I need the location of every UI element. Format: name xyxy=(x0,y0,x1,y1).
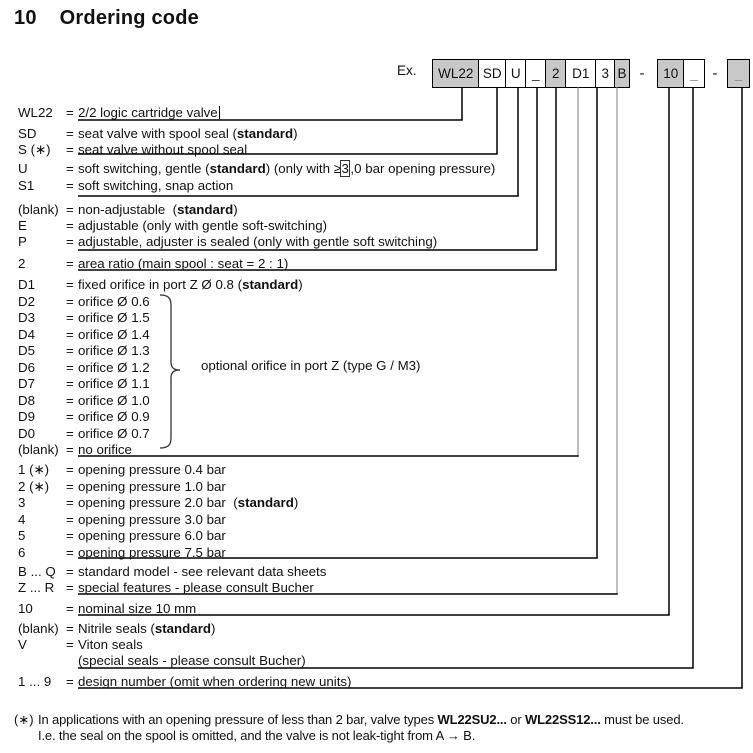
code-label: D8 xyxy=(18,392,35,408)
equals-sign: = xyxy=(66,478,74,494)
description-segment: ) (only with ≥ xyxy=(265,161,341,176)
description-segment: WL22SU2... xyxy=(437,712,507,727)
code-description xyxy=(78,126,298,141)
description-segment: standard xyxy=(154,621,211,636)
code-label: 4 xyxy=(18,511,26,527)
code-box-label: 2 xyxy=(551,66,560,81)
code-label: V xyxy=(18,637,27,652)
description-segment: soft switching, gentle ( xyxy=(78,161,210,176)
description-segment: opening pressure 1.0 bar xyxy=(78,478,226,494)
code-label: D7 xyxy=(18,376,35,391)
code-description xyxy=(78,580,314,595)
description-segment: orifice Ø 1.2 xyxy=(78,359,150,375)
code-box-label: 3 xyxy=(601,66,609,81)
code-description xyxy=(78,327,150,342)
description-segment: seat valve with spool seal ( xyxy=(78,126,237,141)
code-label: D6 xyxy=(18,359,35,375)
separator-dash: - xyxy=(712,65,718,82)
code-box-label: B xyxy=(617,66,627,81)
description-segment: area ratio (main spool : seat = 2 : 1) xyxy=(78,256,289,271)
description-segment: ) xyxy=(298,277,303,292)
code-description xyxy=(78,528,226,543)
code-label: SD xyxy=(18,126,37,141)
code-description xyxy=(78,294,150,309)
description-segment: standard xyxy=(237,495,294,510)
code-label: D2 xyxy=(18,293,35,309)
description-segment: orifice Ø 1.1 xyxy=(78,376,150,391)
description-segment: ,0 bar opening pressure) xyxy=(350,161,496,176)
description-segment: standard xyxy=(209,161,266,176)
description-segment: must be used. xyxy=(600,712,684,727)
equals-sign: = xyxy=(66,392,74,408)
description-segment: 2/2 logic cartridge valve xyxy=(78,105,218,120)
code-box-label: D1 xyxy=(572,66,590,81)
description-segment: fixed orifice in port Z Ø 0.8 ( xyxy=(78,277,243,292)
code-description xyxy=(78,637,143,652)
page-title xyxy=(14,7,199,30)
equals-sign: = xyxy=(66,564,74,579)
code-label: D9 xyxy=(18,409,35,424)
code-description xyxy=(78,479,226,494)
code-label: 1 (∗) xyxy=(18,462,50,477)
description-segment: orifice Ø 1.0 xyxy=(78,392,150,408)
description-segment: non-adjustable ( xyxy=(78,202,178,217)
code-description xyxy=(78,202,238,217)
footnote-marker: (∗) xyxy=(14,712,34,727)
code-description xyxy=(78,462,226,477)
separator-dash: - xyxy=(639,65,645,82)
code-label: (blank) xyxy=(18,621,59,636)
equals-sign: = xyxy=(66,178,74,193)
code-label: (blank) xyxy=(18,202,59,217)
code-label: D1 xyxy=(18,277,35,292)
equals-sign: = xyxy=(66,105,74,120)
description-segment: standard xyxy=(177,202,234,217)
equals-sign: = xyxy=(66,528,74,543)
code-description xyxy=(78,142,247,157)
code-label: 5 xyxy=(18,528,26,543)
code-label: 2 xyxy=(18,256,26,271)
code-box-10 xyxy=(657,59,685,88)
description-segment: special features - please consult Bucher xyxy=(78,580,314,595)
orifice-note: optional orifice in port Z (type G / M3) xyxy=(201,358,421,373)
description-segment: (special seals - please consult Bucher) xyxy=(78,653,306,668)
code-label: E xyxy=(18,218,27,233)
code-box-sd xyxy=(478,59,507,88)
section-title: Ordering code xyxy=(59,7,199,29)
equals-sign: = xyxy=(66,142,74,157)
code-description xyxy=(78,621,215,636)
code-box-label: _ xyxy=(690,66,698,81)
code-description xyxy=(78,343,150,358)
code-box-label: _ xyxy=(734,66,743,81)
code-label: 6 xyxy=(18,544,26,560)
code-label: D3 xyxy=(18,310,35,325)
code-description xyxy=(78,393,150,408)
equals-sign: = xyxy=(66,637,74,652)
description-segment: seat valve without spool seal xyxy=(78,142,248,157)
description-segment: nominal size 10 mm xyxy=(78,601,197,616)
code-description xyxy=(78,256,288,271)
description-segment: ) xyxy=(233,202,238,217)
description-segment: orifice Ø 0.6 xyxy=(78,293,150,309)
code-label: WL22 xyxy=(18,105,53,120)
code-label: P xyxy=(18,234,27,249)
code-description xyxy=(78,495,298,510)
equals-sign: = xyxy=(66,277,74,292)
code-description xyxy=(78,161,495,176)
section-number: 10 xyxy=(14,7,37,29)
code-box-label: _ xyxy=(531,66,540,81)
code-box-_ xyxy=(683,59,705,88)
code-label: 1 ... 9 xyxy=(18,674,52,689)
equals-sign: = xyxy=(66,326,74,342)
description-segment: standard xyxy=(236,126,294,141)
code-box-u xyxy=(505,59,527,88)
description-segment: 3 xyxy=(341,161,349,176)
description-segment: WL22SS12... xyxy=(525,712,601,727)
description-segment: In applications with an opening pressure of less than 2 bar, valve types xyxy=(38,712,438,727)
code-description xyxy=(78,653,306,668)
description-segment: ) xyxy=(211,621,216,636)
code-label: B ... Q xyxy=(18,564,56,579)
code-label: 10 xyxy=(18,601,33,616)
equals-sign: = xyxy=(66,621,74,636)
code-box-d1 xyxy=(565,59,597,88)
code-description xyxy=(78,178,233,193)
description-segment: opening pressure 3.0 bar xyxy=(78,511,226,527)
description-segment: opening pressure 0.4 bar xyxy=(78,462,226,477)
equals-sign: = xyxy=(66,256,74,271)
equals-sign: = xyxy=(66,343,74,358)
equals-sign: = xyxy=(66,462,74,477)
code-description xyxy=(78,376,150,391)
code-description xyxy=(78,105,220,120)
description-segment: opening pressure 7.5 bar xyxy=(78,544,226,560)
description-segment: orifice Ø 0.9 xyxy=(78,409,150,424)
code-description xyxy=(78,674,351,689)
code-box-2 xyxy=(545,59,567,88)
description-segment: ) xyxy=(293,495,299,510)
description-segment: standard xyxy=(242,277,299,292)
code-description xyxy=(78,564,326,579)
code-description xyxy=(78,601,196,616)
equals-sign: = xyxy=(66,544,74,560)
code-box-label: SD xyxy=(482,66,502,81)
equals-sign: = xyxy=(66,674,74,689)
equals-sign: = xyxy=(66,234,74,249)
equals-sign: = xyxy=(66,409,74,424)
code-box-_ xyxy=(727,59,750,88)
code-label: (blank) xyxy=(18,442,59,457)
code-box-wl22 xyxy=(432,59,480,88)
code-label: U xyxy=(18,161,28,176)
code-label: D0 xyxy=(18,425,35,441)
code-label: D4 xyxy=(18,326,35,342)
code-box-b xyxy=(614,59,630,88)
description-segment: soft switching, snap action xyxy=(78,178,234,193)
description-segment: design number (omit when ordering new units) xyxy=(78,674,352,689)
description-segment: opening pressure 6.0 bar xyxy=(78,528,226,543)
code-description xyxy=(78,360,150,375)
equals-sign: = xyxy=(66,495,74,510)
equals-sign: = xyxy=(66,310,74,325)
equals-sign: = xyxy=(66,126,74,141)
code-box-label: 10 xyxy=(663,66,679,81)
description-segment: standard model - see relevant data sheets xyxy=(78,564,327,579)
code-label: 3 xyxy=(18,495,26,510)
code-description xyxy=(78,545,226,560)
code-box-label: U xyxy=(510,66,521,81)
code-description xyxy=(78,277,303,292)
description-segment: Nitrile seals ( xyxy=(78,621,155,636)
equals-sign: = xyxy=(66,511,74,527)
description-segment: no orifice xyxy=(78,442,132,457)
code-box-label: WL22 xyxy=(438,66,474,81)
code-description xyxy=(78,409,150,424)
description-segment: adjustable (only with gentle soft-switching) xyxy=(78,218,328,233)
description-segment: orifice Ø 1.3 xyxy=(78,343,150,358)
code-description xyxy=(78,234,437,249)
description-segment: orifice Ø 0.7 xyxy=(78,425,150,441)
code-box-3 xyxy=(595,59,616,88)
equals-sign: = xyxy=(66,442,74,457)
code-label: D5 xyxy=(18,343,35,358)
code-label: Z ... R xyxy=(18,580,55,595)
equals-sign: = xyxy=(66,425,74,441)
code-label: S1 xyxy=(18,178,35,193)
description-segment: adjustable, adjuster is sealed (only with gentle soft switching) xyxy=(78,234,438,249)
footnote-line2: I.e. the seal on the spool is omitted, and the valve is not leak-tight from A → B. xyxy=(38,728,476,743)
description-segment: ) xyxy=(293,126,298,141)
description-segment: orifice Ø 1.5 xyxy=(78,310,150,325)
equals-sign: = xyxy=(66,161,74,176)
description-segment: Viton seals xyxy=(78,637,143,652)
description-segment: orifice Ø 1.4 xyxy=(78,326,150,342)
description-segment: or xyxy=(506,712,526,727)
code-label: 2 (∗) xyxy=(18,478,50,494)
equals-sign: = xyxy=(66,601,74,616)
code-description xyxy=(78,426,150,441)
code-label: S (∗) xyxy=(18,142,51,157)
text-cursor xyxy=(219,106,220,119)
description-segment: opening pressure 2.0 bar ( xyxy=(78,495,238,510)
code-box-_ xyxy=(525,59,547,88)
equals-sign: = xyxy=(66,293,74,309)
code-description xyxy=(78,218,327,233)
equals-sign: = xyxy=(66,359,74,375)
code-description xyxy=(78,442,132,457)
code-description xyxy=(78,512,226,527)
example-label: Ex. xyxy=(397,63,417,78)
footnote-line1 xyxy=(38,712,684,727)
equals-sign: = xyxy=(66,202,74,217)
equals-sign: = xyxy=(66,218,74,233)
code-description xyxy=(78,310,150,325)
equals-sign: = xyxy=(66,376,74,391)
equals-sign: = xyxy=(66,580,74,595)
